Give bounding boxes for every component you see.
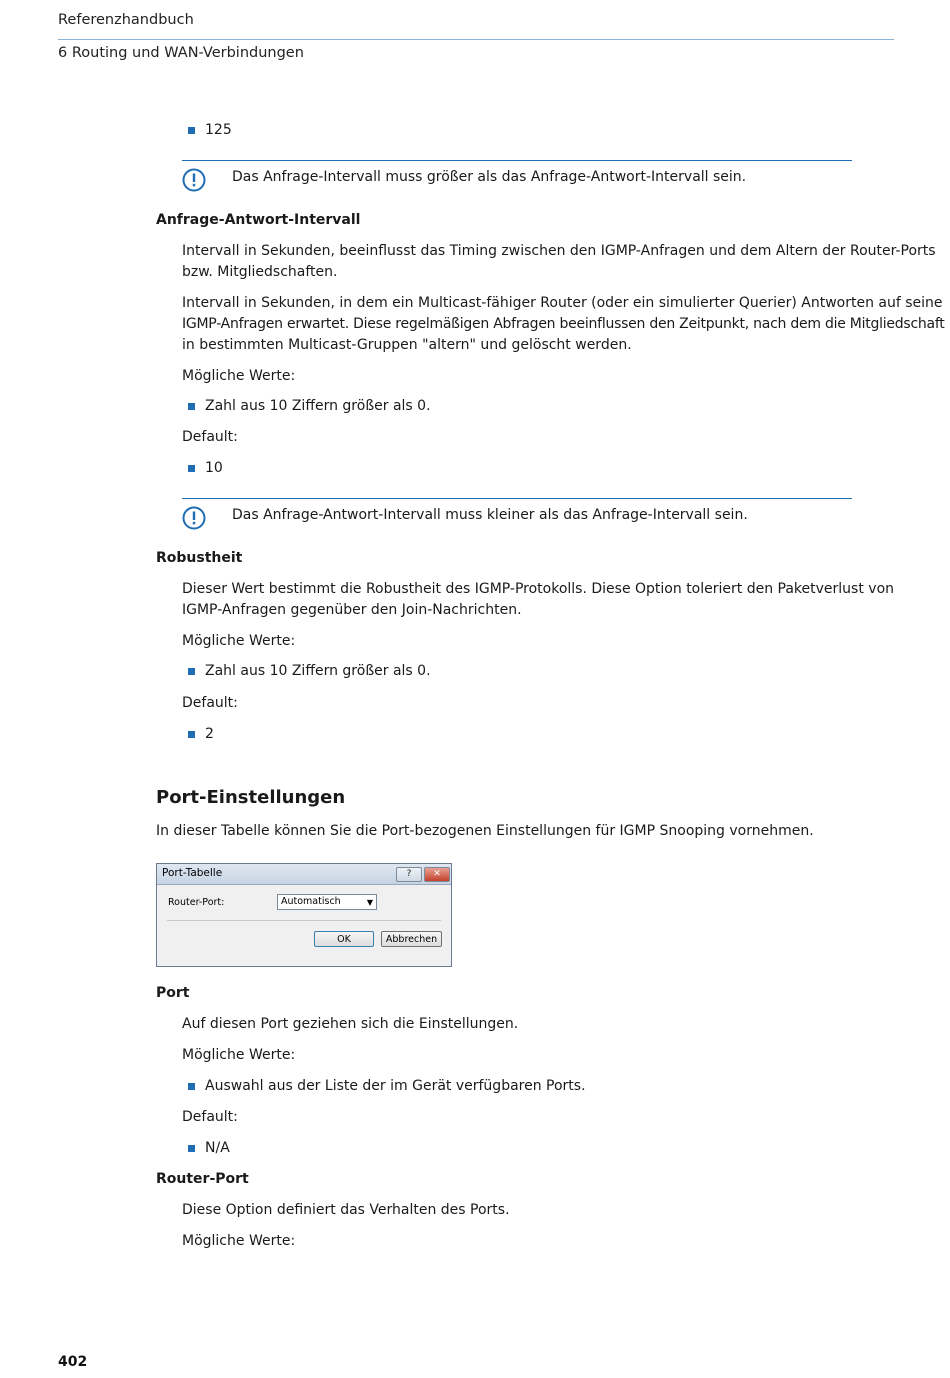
info-exclamation-icon	[182, 506, 206, 530]
paragraph-line: IGMP-Anfragen erwartet. Diese regelmäßigen Abfragen beeinflussen den Zeitpunkt, nach dem die Mitgliedschaft	[182, 316, 945, 332]
square-bullet-icon	[188, 127, 195, 134]
paragraph-line: bzw. Mitgliedschaften.	[182, 264, 338, 280]
list-item: Auswahl aus der Liste der im Gerät verfügbaren Ports.	[205, 1078, 586, 1094]
router-port-select[interactable]	[277, 894, 377, 910]
router-port-label: Router-Port:	[168, 897, 225, 908]
paragraph-line: Dieser Wert bestimmt die Robustheit des IGMP-Protokolls. Diese Option toleriert den Paketverlust von	[182, 581, 895, 597]
note-text: Das Anfrage-Antwort-Intervall muss kleiner als das Anfrage-Intervall sein.	[232, 507, 748, 523]
paragraph-line: IGMP-Anfragen gegenüber den Join-Nachrichten.	[182, 602, 522, 618]
possible-values-label: Mögliche Werte:	[182, 633, 296, 649]
default-label: Default:	[182, 429, 238, 445]
square-bullet-icon	[188, 1145, 195, 1152]
note-rule	[182, 160, 852, 161]
paragraph-line: In dieser Tabelle können Sie die Port-bezogenen Einstellungen für IGMP Snooping vornehmen.	[156, 823, 814, 839]
default-label: Default:	[182, 695, 238, 711]
list-item: 10	[205, 460, 223, 476]
router-port-select-value: Automatisch	[281, 896, 341, 907]
header-rule	[58, 39, 894, 40]
close-button[interactable]: ✕	[424, 867, 450, 882]
section-heading: Port	[156, 985, 190, 1001]
square-bullet-icon	[188, 731, 195, 738]
page-number: 402	[58, 1354, 88, 1370]
section-heading: Anfrage-Antwort-Intervall	[156, 212, 361, 228]
port-table-dialog	[156, 863, 452, 967]
section-heading: Robustheit	[156, 550, 243, 566]
square-bullet-icon	[188, 403, 195, 410]
note-text: Das Anfrage-Intervall muss größer als das Anfrage-Antwort-Intervall sein.	[232, 169, 747, 185]
note-rule	[182, 498, 852, 499]
square-bullet-icon	[188, 465, 195, 472]
info-exclamation-icon	[182, 168, 206, 192]
section-heading: Router-Port	[156, 1171, 249, 1187]
list-item: 125	[205, 122, 232, 138]
chevron-down-icon: ▼	[366, 898, 373, 907]
list-item: N/A	[205, 1140, 230, 1156]
ok-button[interactable]: OK	[314, 931, 374, 947]
running-header-title: Referenzhandbuch	[58, 12, 194, 28]
possible-values-label: Mögliche Werte:	[182, 1233, 296, 1249]
help-button[interactable]: ?	[396, 867, 422, 882]
dialog-separator	[167, 920, 441, 921]
paragraph-line: Intervall in Sekunden, beeinflusst das Timing zwischen den IGMP-Anfragen und dem Altern der Router-Ports	[182, 243, 936, 259]
possible-values-label: Mögliche Werte:	[182, 1047, 296, 1063]
square-bullet-icon	[188, 668, 195, 675]
possible-values-label: Mögliche Werte:	[182, 368, 296, 384]
default-label: Default:	[182, 1109, 238, 1125]
running-header-chapter: 6 Routing und WAN-Verbindungen	[58, 45, 304, 61]
paragraph-line: Intervall in Sekunden, in dem ein Multicast-fähiger Router (oder ein simulierter Querier) Antworten auf seine	[182, 295, 943, 311]
square-bullet-icon	[188, 1083, 195, 1090]
paragraph-line: Auf diesen Port geziehen sich die Einstellungen.	[182, 1016, 519, 1032]
list-item: Zahl aus 10 Ziffern größer als 0.	[205, 663, 431, 679]
cancel-button[interactable]: Abbrechen	[381, 931, 442, 947]
dialog-body	[160, 885, 448, 963]
paragraph-line: Diese Option definiert das Verhalten des Ports.	[182, 1202, 510, 1218]
paragraph-line: in bestimmten Multicast-Gruppen "altern" und gelöscht werden.	[182, 337, 632, 353]
list-item: 2	[205, 726, 214, 742]
subsection-heading: Port-Einstellungen	[156, 787, 346, 808]
dialog-title: Port-Tabelle	[162, 867, 223, 879]
list-item: Zahl aus 10 Ziffern größer als 0.	[205, 398, 431, 414]
dialog-titlebar	[157, 864, 451, 885]
